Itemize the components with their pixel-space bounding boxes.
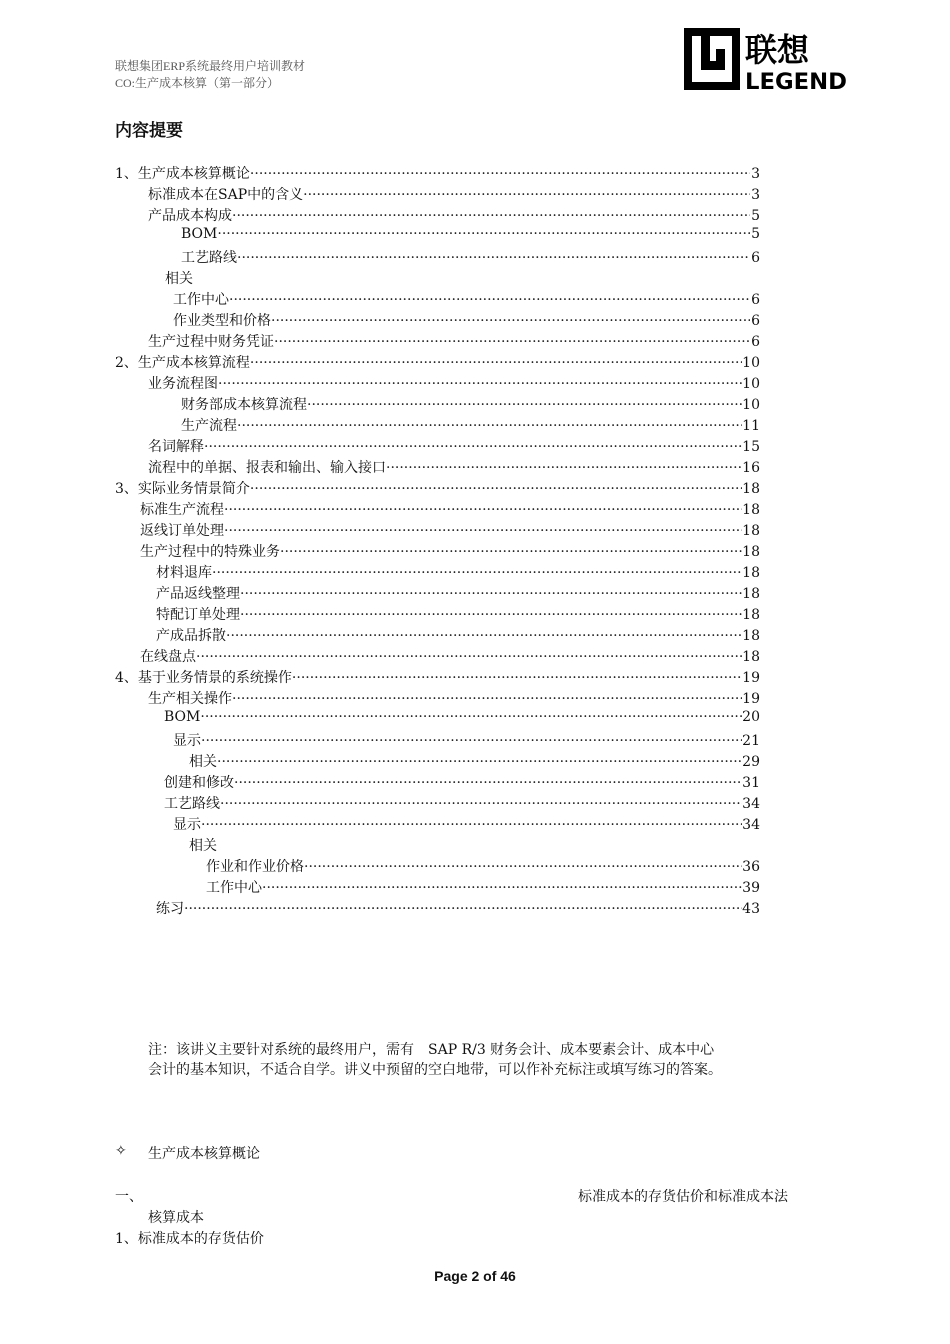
toc-entry-page: 19 [742, 691, 760, 707]
toc-entry-page: 19 [742, 670, 760, 686]
toc-entry-label: 标准生产流程 [140, 502, 224, 518]
toc-entry [173, 289, 760, 310]
toc-entry-page: 6 [751, 334, 760, 350]
toc-entry-page: 6 [751, 313, 760, 329]
toc-entry-label: 工作中心 [173, 292, 229, 308]
toc-entry [115, 163, 760, 184]
toc-dot-leader [232, 691, 742, 707]
toc-entry-label: 产品成本构成 [148, 208, 232, 224]
toc-dot-leader [201, 733, 742, 749]
toc-entry-label: 业务流程图 [148, 376, 218, 392]
toc-entry-page: 20 [742, 709, 760, 725]
toc-entry-page: 10 [742, 397, 760, 413]
document-header [115, 58, 305, 92]
toc-dot-leader [201, 817, 742, 833]
toc-entry-page: 18 [742, 481, 760, 497]
toc-entry-label: 工艺路线 [164, 796, 220, 812]
toc-dot-leader [240, 607, 742, 623]
toc-dot-leader [304, 859, 742, 875]
toc-dot-leader [250, 355, 742, 371]
toc-entry-label: 1、生产成本核算概论 [115, 166, 250, 182]
toc-entry [140, 499, 760, 520]
note-paragraph [148, 1040, 848, 1080]
toc-entry-page: 39 [742, 880, 760, 896]
toc-entry-page: 18 [742, 544, 760, 560]
toc-dot-leader [224, 523, 742, 539]
toc-entry-label: BOM [164, 709, 201, 725]
toc-entry [181, 394, 760, 415]
toc-dot-leader [386, 460, 742, 476]
toc-dot-leader [220, 796, 742, 812]
legend-logo [681, 25, 851, 95]
toc-entry-page: 18 [742, 607, 760, 623]
toc-title: 内容提要 [115, 121, 183, 141]
toc-entry [165, 268, 760, 289]
toc-dot-leader [250, 166, 750, 182]
toc-entry [140, 646, 760, 667]
toc-entry [140, 541, 760, 562]
toc-entry-page: 29 [742, 754, 760, 770]
toc-entry-page: 15 [742, 439, 760, 455]
toc-entry [148, 457, 760, 478]
toc-entry-page: 6 [751, 250, 760, 266]
section-bullet: ✧ [115, 1143, 127, 1159]
toc-entry-label: 4、基于业务情景的系统操作 [115, 670, 292, 686]
toc-dot-leader [237, 418, 742, 434]
logo-text-en: LEGEND [745, 70, 847, 95]
toc-entry [189, 835, 760, 856]
toc-entry-label: 工作中心 [206, 880, 262, 896]
toc-dot-leader [184, 901, 742, 917]
toc-entry-page: 34 [742, 796, 760, 812]
toc-entry-label: 材料退库 [156, 565, 212, 581]
toc-entry [156, 583, 760, 604]
toc-entry-label: 财务部成本核算流程 [181, 397, 307, 413]
toc-entry-page: 18 [742, 523, 760, 539]
toc-entry-label: 2、生产成本核算流程 [115, 355, 250, 371]
toc-entry [181, 247, 760, 268]
toc-entry-page: 5 [751, 208, 760, 224]
sub-item: 1、标准成本的存货估价 [115, 1231, 264, 1247]
note-line-1: 注：该讲义主要针对系统的最终用户，需有 SAP R/3 财务会计、成本要素会计、成本中心 [148, 1042, 715, 1058]
toc-entry-page: 18 [742, 586, 760, 602]
toc-entry-label: 生产过程中的特殊业务 [140, 544, 280, 560]
toc-dot-leader [271, 313, 750, 329]
section-heading: 生产成本核算概论 [148, 1146, 260, 1162]
toc-dot-leader [234, 775, 742, 791]
toc-entry-page: 31 [742, 775, 760, 791]
toc-entry-page: 5 [751, 226, 760, 242]
toc-entry-label: 创建和修改 [164, 775, 234, 791]
toc-dot-leader [217, 226, 750, 242]
toc-entry-label: 工艺路线 [181, 250, 237, 266]
toc-dot-leader [262, 880, 742, 896]
toc-entry [115, 352, 760, 373]
toc-dot-leader [237, 250, 750, 266]
toc-entry [189, 751, 760, 772]
toc-entry-label: 3、实际业务情景简介 [115, 481, 250, 497]
toc-entry [164, 709, 760, 730]
toc-entry-page: 21 [742, 733, 760, 749]
toc-dot-leader [224, 502, 742, 518]
toc-entry-label: 产品返线整理 [156, 586, 240, 602]
toc-entry [156, 625, 760, 646]
toc-dot-leader [292, 670, 742, 686]
toc-entry [173, 814, 760, 835]
toc-entry [148, 688, 760, 709]
toc-entry [181, 226, 760, 247]
toc-entry-page: 18 [742, 628, 760, 644]
toc-entry-page: 10 [742, 355, 760, 371]
toc-entry [140, 520, 760, 541]
toc-entry [181, 415, 760, 436]
toc-dot-leader [240, 586, 742, 602]
toc-entry [164, 772, 760, 793]
toc-entry-page: 34 [742, 817, 760, 833]
toc-entry [115, 667, 760, 688]
toc-entry-label: 在线盘点 [140, 649, 196, 665]
toc-dot-leader [204, 439, 742, 455]
toc-entry [173, 310, 760, 331]
toc-entry-page: 18 [742, 565, 760, 581]
item-title: 标准成本的存货估价和标准成本法 [578, 1189, 788, 1205]
toc-entry-page: 6 [751, 292, 760, 308]
toc-entry [156, 562, 760, 583]
toc-entry [206, 856, 760, 877]
toc-entry-label: 特配订单处理 [156, 607, 240, 623]
toc-entry [148, 184, 760, 205]
toc-entry-page: 3 [751, 187, 760, 203]
toc-entry [148, 436, 760, 457]
note-line-2: 会计的基本知识，不适合自学。讲义中预留的空白地带，可以作补充标注或填写练习的答案。 [148, 1062, 722, 1078]
toc-dot-leader [250, 481, 742, 497]
toc-dot-leader [232, 208, 750, 224]
toc-entry-page: 43 [742, 901, 760, 917]
toc-entry-page: 10 [742, 376, 760, 392]
item-number: 一、 [115, 1189, 143, 1205]
toc-entry-label: 返线订单处理 [140, 523, 224, 539]
toc-dot-leader [212, 565, 742, 581]
toc-dot-leader [280, 544, 742, 560]
item-title-continued: 核算成本 [148, 1210, 204, 1226]
toc-entry [164, 793, 760, 814]
toc-entry-label: 生产过程中财务凭证 [148, 334, 274, 350]
toc-entry-label: 显示 [173, 733, 201, 749]
toc-entry-label: 流程中的单据、报表和输出、输入接口 [148, 460, 386, 476]
toc-entry-label: 相关 [189, 838, 217, 854]
logo-text-cn: 联想 [745, 31, 810, 69]
toc-entry-page: 3 [751, 166, 760, 182]
toc-entry-label: 相关 [189, 754, 217, 770]
toc-entry [148, 373, 760, 394]
toc-entry-label: 产成品拆散 [156, 628, 226, 644]
toc-entry [148, 331, 760, 352]
toc-entry-label: 作业和作业价格 [206, 859, 304, 875]
toc-entry [156, 898, 760, 919]
toc-entry-page: 36 [742, 859, 760, 875]
toc-dot-leader [200, 709, 742, 725]
toc-entry [148, 205, 760, 226]
toc-entry [206, 877, 760, 898]
toc-entry [156, 604, 760, 625]
page-footer: Page 2 of 46 [434, 1268, 516, 1284]
toc-entry-page: 18 [742, 649, 760, 665]
toc-entry-page: 11 [742, 418, 760, 434]
toc-dot-leader [307, 397, 742, 413]
toc-dot-leader [218, 376, 742, 392]
toc-dot-leader [229, 292, 750, 308]
toc-entry-label: 显示 [173, 817, 201, 833]
toc-dot-leader [196, 649, 742, 665]
header-line-2: CO:生产成本核算（第一部分） [115, 76, 280, 90]
toc-dot-leader [274, 334, 750, 350]
header-line-1: 联想集团ERP系统最终用户培训教材 [115, 59, 306, 73]
toc-entry-label: 生产相关操作 [148, 691, 232, 707]
toc-entry-label: 生产流程 [181, 418, 237, 434]
toc-dot-leader [217, 754, 742, 770]
toc-entry-label: 标准成本在SAP中的含义 [148, 187, 304, 203]
toc-entry-page: 18 [742, 502, 760, 518]
toc-entry-label: BOM [181, 226, 218, 242]
toc-entry-label: 名词解释 [148, 439, 204, 455]
toc-entry-label: 相关 [165, 271, 193, 287]
toc-entry [173, 730, 760, 751]
toc-entry-label: 练习 [156, 901, 184, 917]
toc-dot-leader [303, 187, 750, 203]
toc-entry [115, 478, 760, 499]
toc-entry-label: 作业类型和价格 [173, 313, 271, 329]
toc-entry-page: 16 [742, 460, 760, 476]
toc-dot-leader [226, 628, 742, 644]
